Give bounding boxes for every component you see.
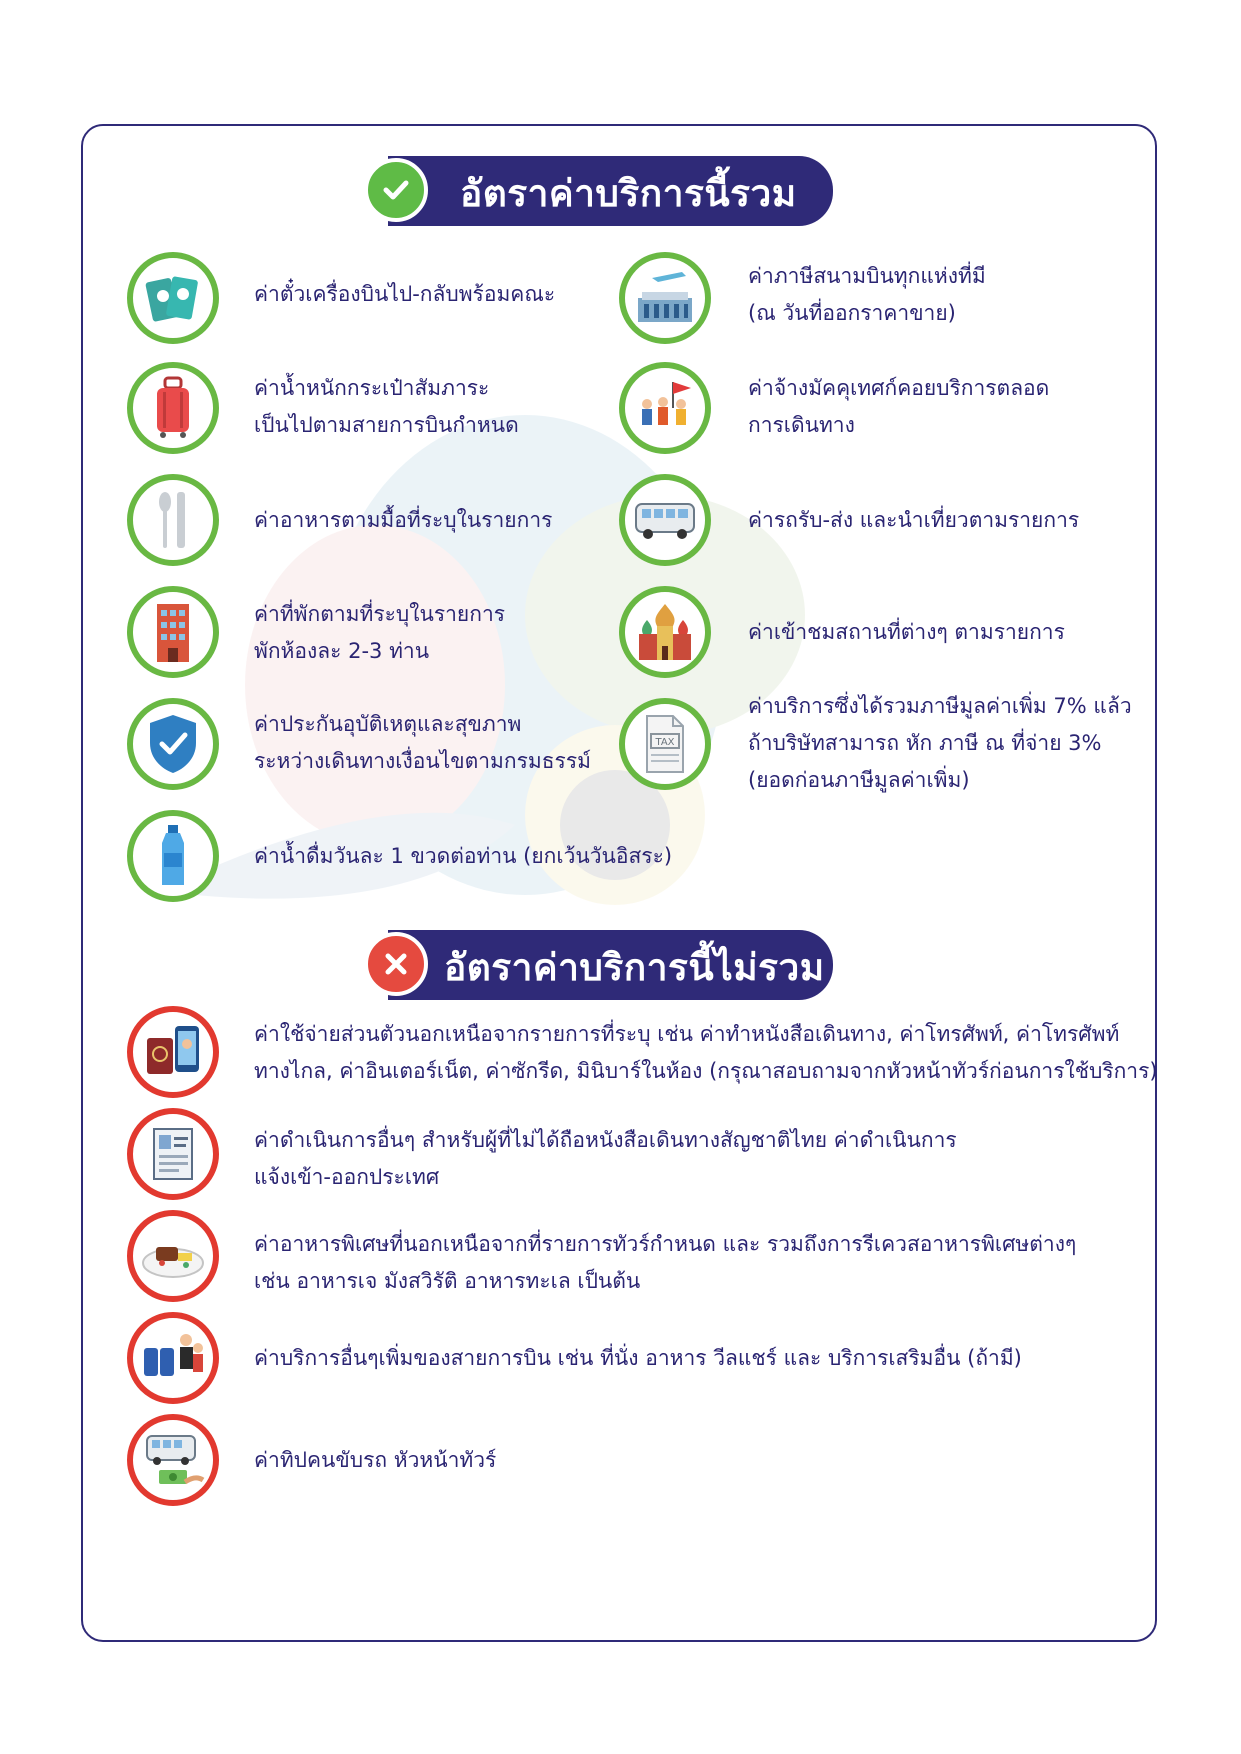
tip-money-icon — [127, 1414, 219, 1506]
included-item-text: ค่ารถรับ-ส่ง และนำเที่ยวตามรายการ — [748, 508, 1080, 532]
included-item-text: ค่าน้ำหนักกระเป๋าสัมภาระ เป็นไปตามสายการบินกำหนด — [254, 376, 519, 437]
passport-phone-icon — [127, 1006, 219, 1098]
excluded-item-text: ค่าอาหารพิเศษที่นอกเหนือจากที่รายการทัวร์กำหนด และ รวมถึงการรีเควสอาหารพิเศษต่างๆ เช่น อาหารเจ มังสวิรัติ อาหารทะเล เป็นต้น — [254, 1232, 1077, 1293]
airline-seat-icon — [127, 1312, 219, 1404]
special-meal-icon — [127, 1210, 219, 1302]
included-title: อัตราค่าบริการนี้รวม — [460, 172, 797, 215]
visa-document-icon — [127, 1108, 219, 1200]
cross-badge — [364, 932, 428, 996]
hotel-icon — [127, 586, 219, 678]
included-item-text: ค่าอาหารตามมื้อที่ระบุในรายการ — [254, 508, 553, 532]
included-item-text: ค่าเข้าชมสถานที่ต่างๆ ตามรายการ — [748, 620, 1065, 644]
ticket-icon — [127, 252, 219, 344]
check-icon — [379, 173, 413, 207]
svg-text:TAX: TAX — [655, 737, 675, 748]
luggage-icon — [127, 362, 219, 454]
insurance-shield-icon — [127, 698, 219, 790]
bus-icon — [619, 474, 711, 566]
excluded-item-text: ค่าบริการอื่นๆเพิ่มของสายการบิน เช่น ที่นั่ง อาหาร วีลแชร์ และ บริการเสริมอื่น (ถ้ามี) — [254, 1346, 1022, 1370]
water-bottle-icon — [127, 810, 219, 902]
landmark-icon — [619, 586, 711, 678]
included-banner — [388, 156, 833, 226]
cutlery-icon — [127, 474, 219, 566]
check-badge — [364, 158, 428, 222]
tax-document-icon — [619, 698, 711, 790]
excluded-item-text: ค่าใช้จ่ายส่วนตัวนอกเหนือจากรายการที่ระบุ เช่น ค่าทำหนังสือเดินทาง, ค่าโทรศัพท์, ค่าโทรศัพท์ ทางไกล, ค่าอินเตอร์เน็ต, ค่าซักรีด, มินิบาร์ในห้อง (กรุณาสอบถามจากหัวหน้าทัวร์ก่อนการใช้บริการ) — [254, 1022, 1158, 1083]
tour-guide-icon — [619, 362, 711, 454]
airport-icon — [619, 252, 711, 344]
included-item-text: ค่าบริการซึ่งได้รวมภาษีมูลค่าเพิ่ม 7% แล้ว ถ้าบริษัทสามารถ หัก ภาษี ณ ที่จ่าย 3% (ยอดก่อนภาษีมูลค่าเพิ่ม) — [748, 694, 1132, 792]
excluded-title: อัตราค่าบริการนี้ไม่รวม — [444, 946, 825, 989]
cross-icon — [381, 949, 411, 979]
excluded-item-text: ค่าดำเนินการอื่นๆ สำหรับผู้ที่ไม่ได้ถือหนังสือเดินทางสัญชาติไทย ค่าดำเนินการ แจ้งเข้า-ออกประเทศ — [254, 1128, 957, 1189]
included-item-text: ค่าจ้างมัคคุเทศก์คอยบริการตลอด การเดินทาง — [748, 376, 1050, 437]
excluded-item-text: ค่าทิปคนขับรถ หัวหน้าทัวร์ — [254, 1448, 497, 1472]
included-item-text: ค่าประกันอุบัติเหตุและสุขภาพ ระหว่างเดินทางเงื่อนไขตามกรมธรรม์ — [254, 712, 591, 773]
included-item-text: ค่าน้ำดื่มวันละ 1 ขวดต่อท่าน (ยกเว้นวันอิสระ) — [254, 844, 673, 868]
included-item-text: ค่าตั๋วเครื่องบินไป-กลับพร้อมคณะ — [254, 282, 556, 306]
included-item-text: ค่าที่พักตามที่ระบุในรายการ พักห้องละ 2-3 ท่าน — [254, 602, 506, 663]
excluded-banner — [388, 930, 833, 1000]
included-item-text: ค่าภาษีสนามบินทุกแห่งที่มี (ณ วันที่ออกราคาขาย) — [748, 264, 986, 325]
